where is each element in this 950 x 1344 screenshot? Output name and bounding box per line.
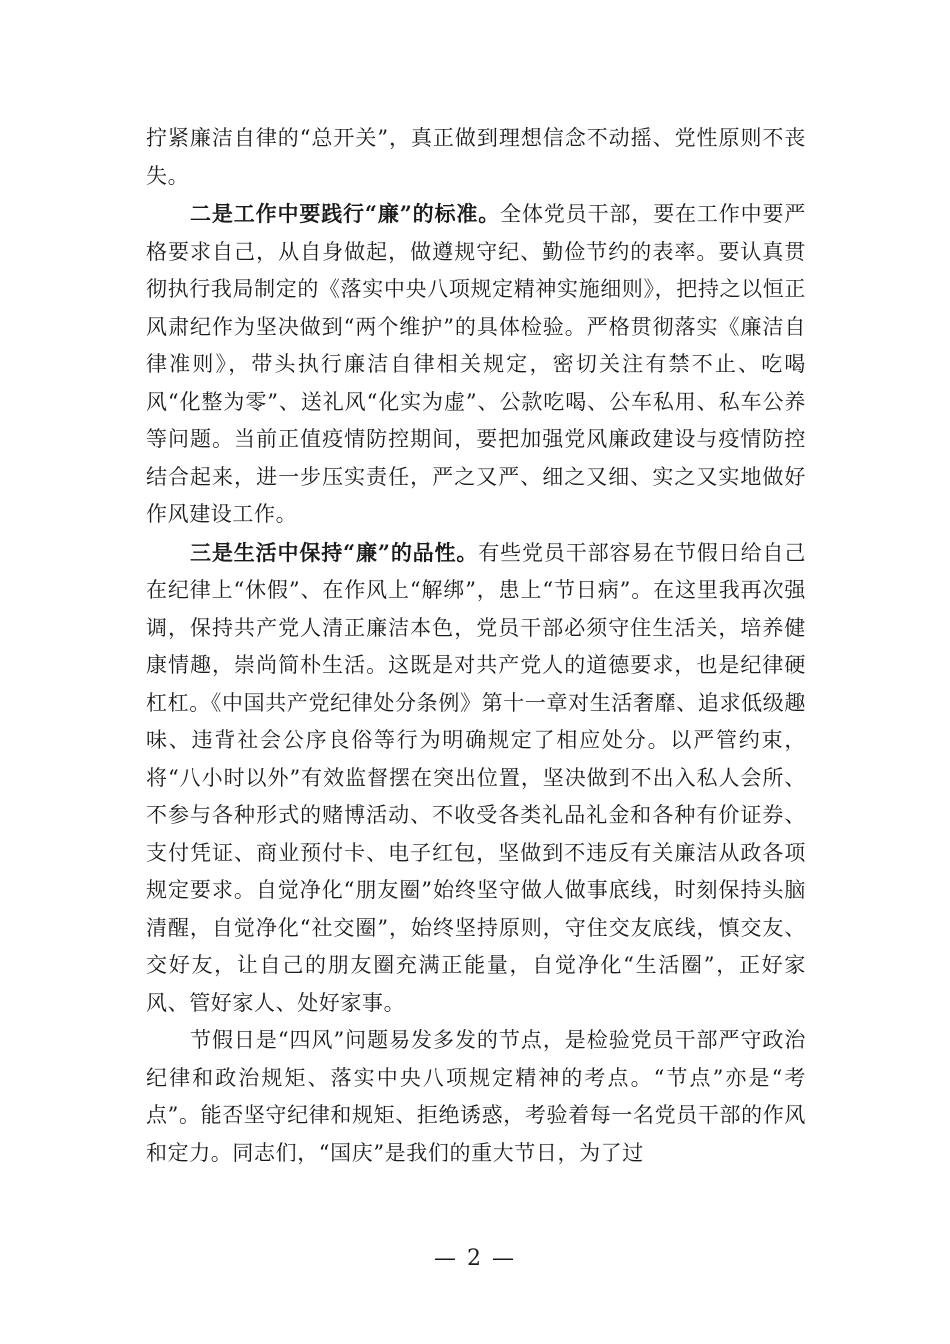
paragraph-life-character xyxy=(146,534,806,1023)
paragraph-lead: 三是生活中保持“廉”的品性。 xyxy=(190,539,479,565)
paragraph-text: 全体党员干部，要在工作中要严格要求自己，从自身做起，做遵规守纪、勤俭节约的表率。要认真贯彻执行我局制定的《落实中央八项规定精神实施细则》，把持之以恒正风肃纪作为坚决做到“两个维护”的具体检验。严格贯彻落实《廉洁自律准则》，带头执行廉洁自律相关规定，密切关注有禁不止、吃喝风“化整为零”、送礼风“化实为虚”、公款吃喝、公车私用、私车公养等问题。当前正值疫情防控期间，要把加强党风廉政建设与疫情防控结合起来，进一步压实责任，严之又严、细之又细、实之又实地做好作风建设工作。 xyxy=(146,202,806,526)
paragraph-holiday-checkpoint xyxy=(146,1022,806,1172)
document-body xyxy=(146,120,806,1172)
paragraph-lead: 二是工作中要践行“廉”的标准。 xyxy=(190,201,501,226)
paragraph-continuation xyxy=(146,120,806,195)
paragraph-text: 节假日是“四风”问题易发多发的节点，是检验党员干部严守政治纪律和政治规矩、落实中央八项规定精神的考点。“节点”亦是“考点”。能否坚守纪律和规矩、拒绝诱惑，考验着每一名党员干部的作风和定力。同志们，“国庆”是我们的重大节日，为了过 xyxy=(146,1028,806,1165)
paragraph-text: 拧紧廉洁自律的“总开关”，真正做到理想信念不动摇、党性原则不丧失。 xyxy=(146,126,806,188)
paragraph-text: 有些党员干部容易在节假日给自己在纪律上“休假”、在作风上“解绑”，患上“节日病”。在这里我再次强调，保持共产党人清正廉洁本色，党员干部必须守住生活关，培养健康情趣，崇尚简朴生活。这既是对共产党人的道德要求，也是纪律硬杠杠。《中国共产党纪律处分条例》第十一章对生活奢靡、追求低级趣味、违背社会公序良俗等行为明确规定了相应处分。以严管约束，将“八小时以外”有效监督摆在突出位置，坚决做到不出入私人会所、不参与各种形式的赌博活动、不收受各类礼品礼金和各种有价证券、支付凭证、商业预付卡、电子红包，坚做到不违反有关廉洁从政各项规定要求。自觉净化“朋友圈”始终坚守做人做事底线，时刻保持头脑清醒，自觉净化“社交圈”，始终坚持原则，守住交友底线，慎交友、交好友，让自己的朋友圈充满正能量，自觉净化“生活圈”，正好家风、管好家人、处好家事。 xyxy=(146,540,806,1015)
page-number: — 2 — xyxy=(434,1246,516,1271)
paragraph-work-standard xyxy=(146,195,806,534)
